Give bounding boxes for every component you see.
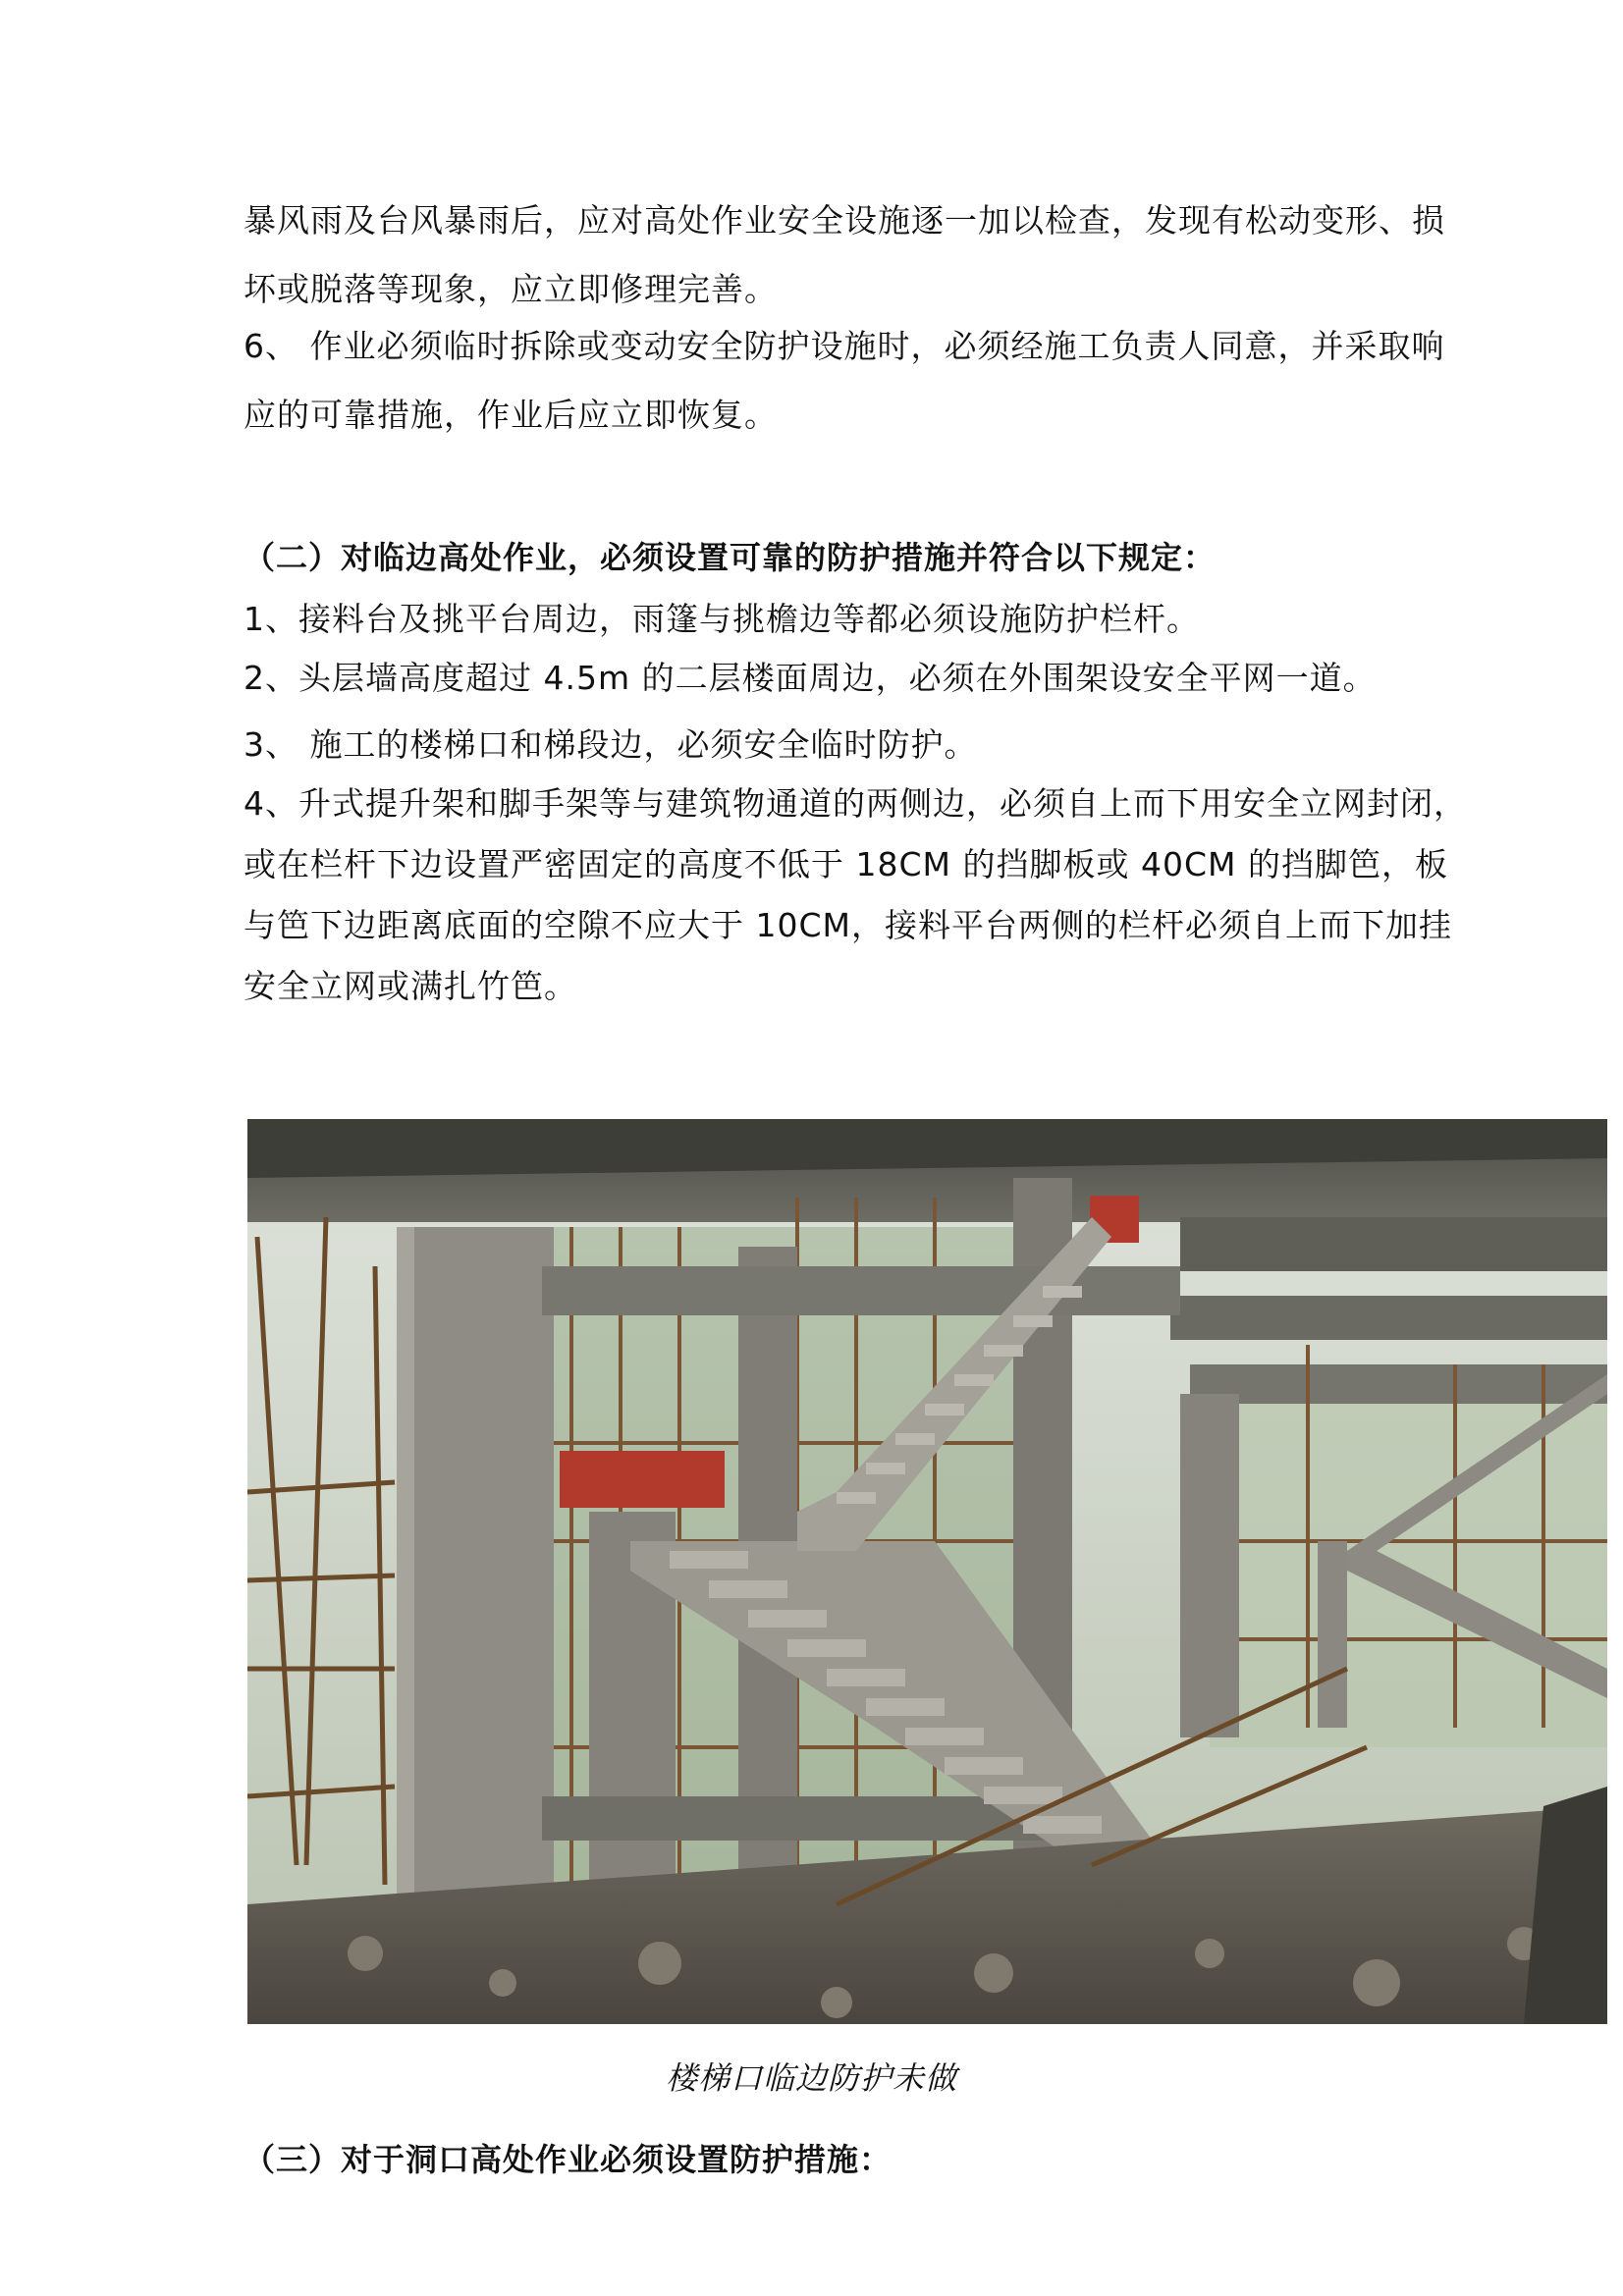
stairwell-photo [247, 1119, 1607, 2024]
paragraph-item-6: 6、 作业必须临时拆除或变动安全防护设施时，必须经施工负责人同意，并采取响应的可靠措施，作业后应立即恢复。 [243, 327, 1445, 434]
figure-caption: 楼梯口临边防护未做 [665, 2059, 957, 2097]
section-2-item-3: 3、 施工的楼梯口和梯段边，必须安全临时防护。 [243, 725, 978, 764]
section-3-heading: （三）对于洞口高处作业必须设置防护措施： [243, 2141, 893, 2178]
section-2-item-1: 1、接料台及挑平台周边，雨篷与挑檐边等都必须设施防护栏杆。 [243, 600, 1200, 638]
section-2-item-2: 2、头层墙高度超过 4.5m 的二层楼面周边，必须在外围架设安全平网一道。 [243, 659, 1377, 697]
paragraph-storm-inspection: 暴风雨及台风暴雨后，应对高处作业安全设施逐一加以检查，发现有松动变形、损坏或脱落等现象，应立即修理完善。 [243, 201, 1445, 308]
section-2-item-4: 4、升式提升架和脚手架等与建筑物通道的两侧边，必须自上而下用安全立网封闭，或在栏杆下边设置严密固定的高度不低于 18CM 的挡脚板或 40CM 的挡脚笆，板与笆下边距离底面的空隙不应大于 10CM，接料平台两侧的栏杆必须自上而下加挂安全立网或满扎竹笆。 [243, 784, 1467, 1005]
section-2-heading: （二）对临边高处作业，必须设置可靠的防护措施并符合以下规定： [243, 539, 1217, 576]
